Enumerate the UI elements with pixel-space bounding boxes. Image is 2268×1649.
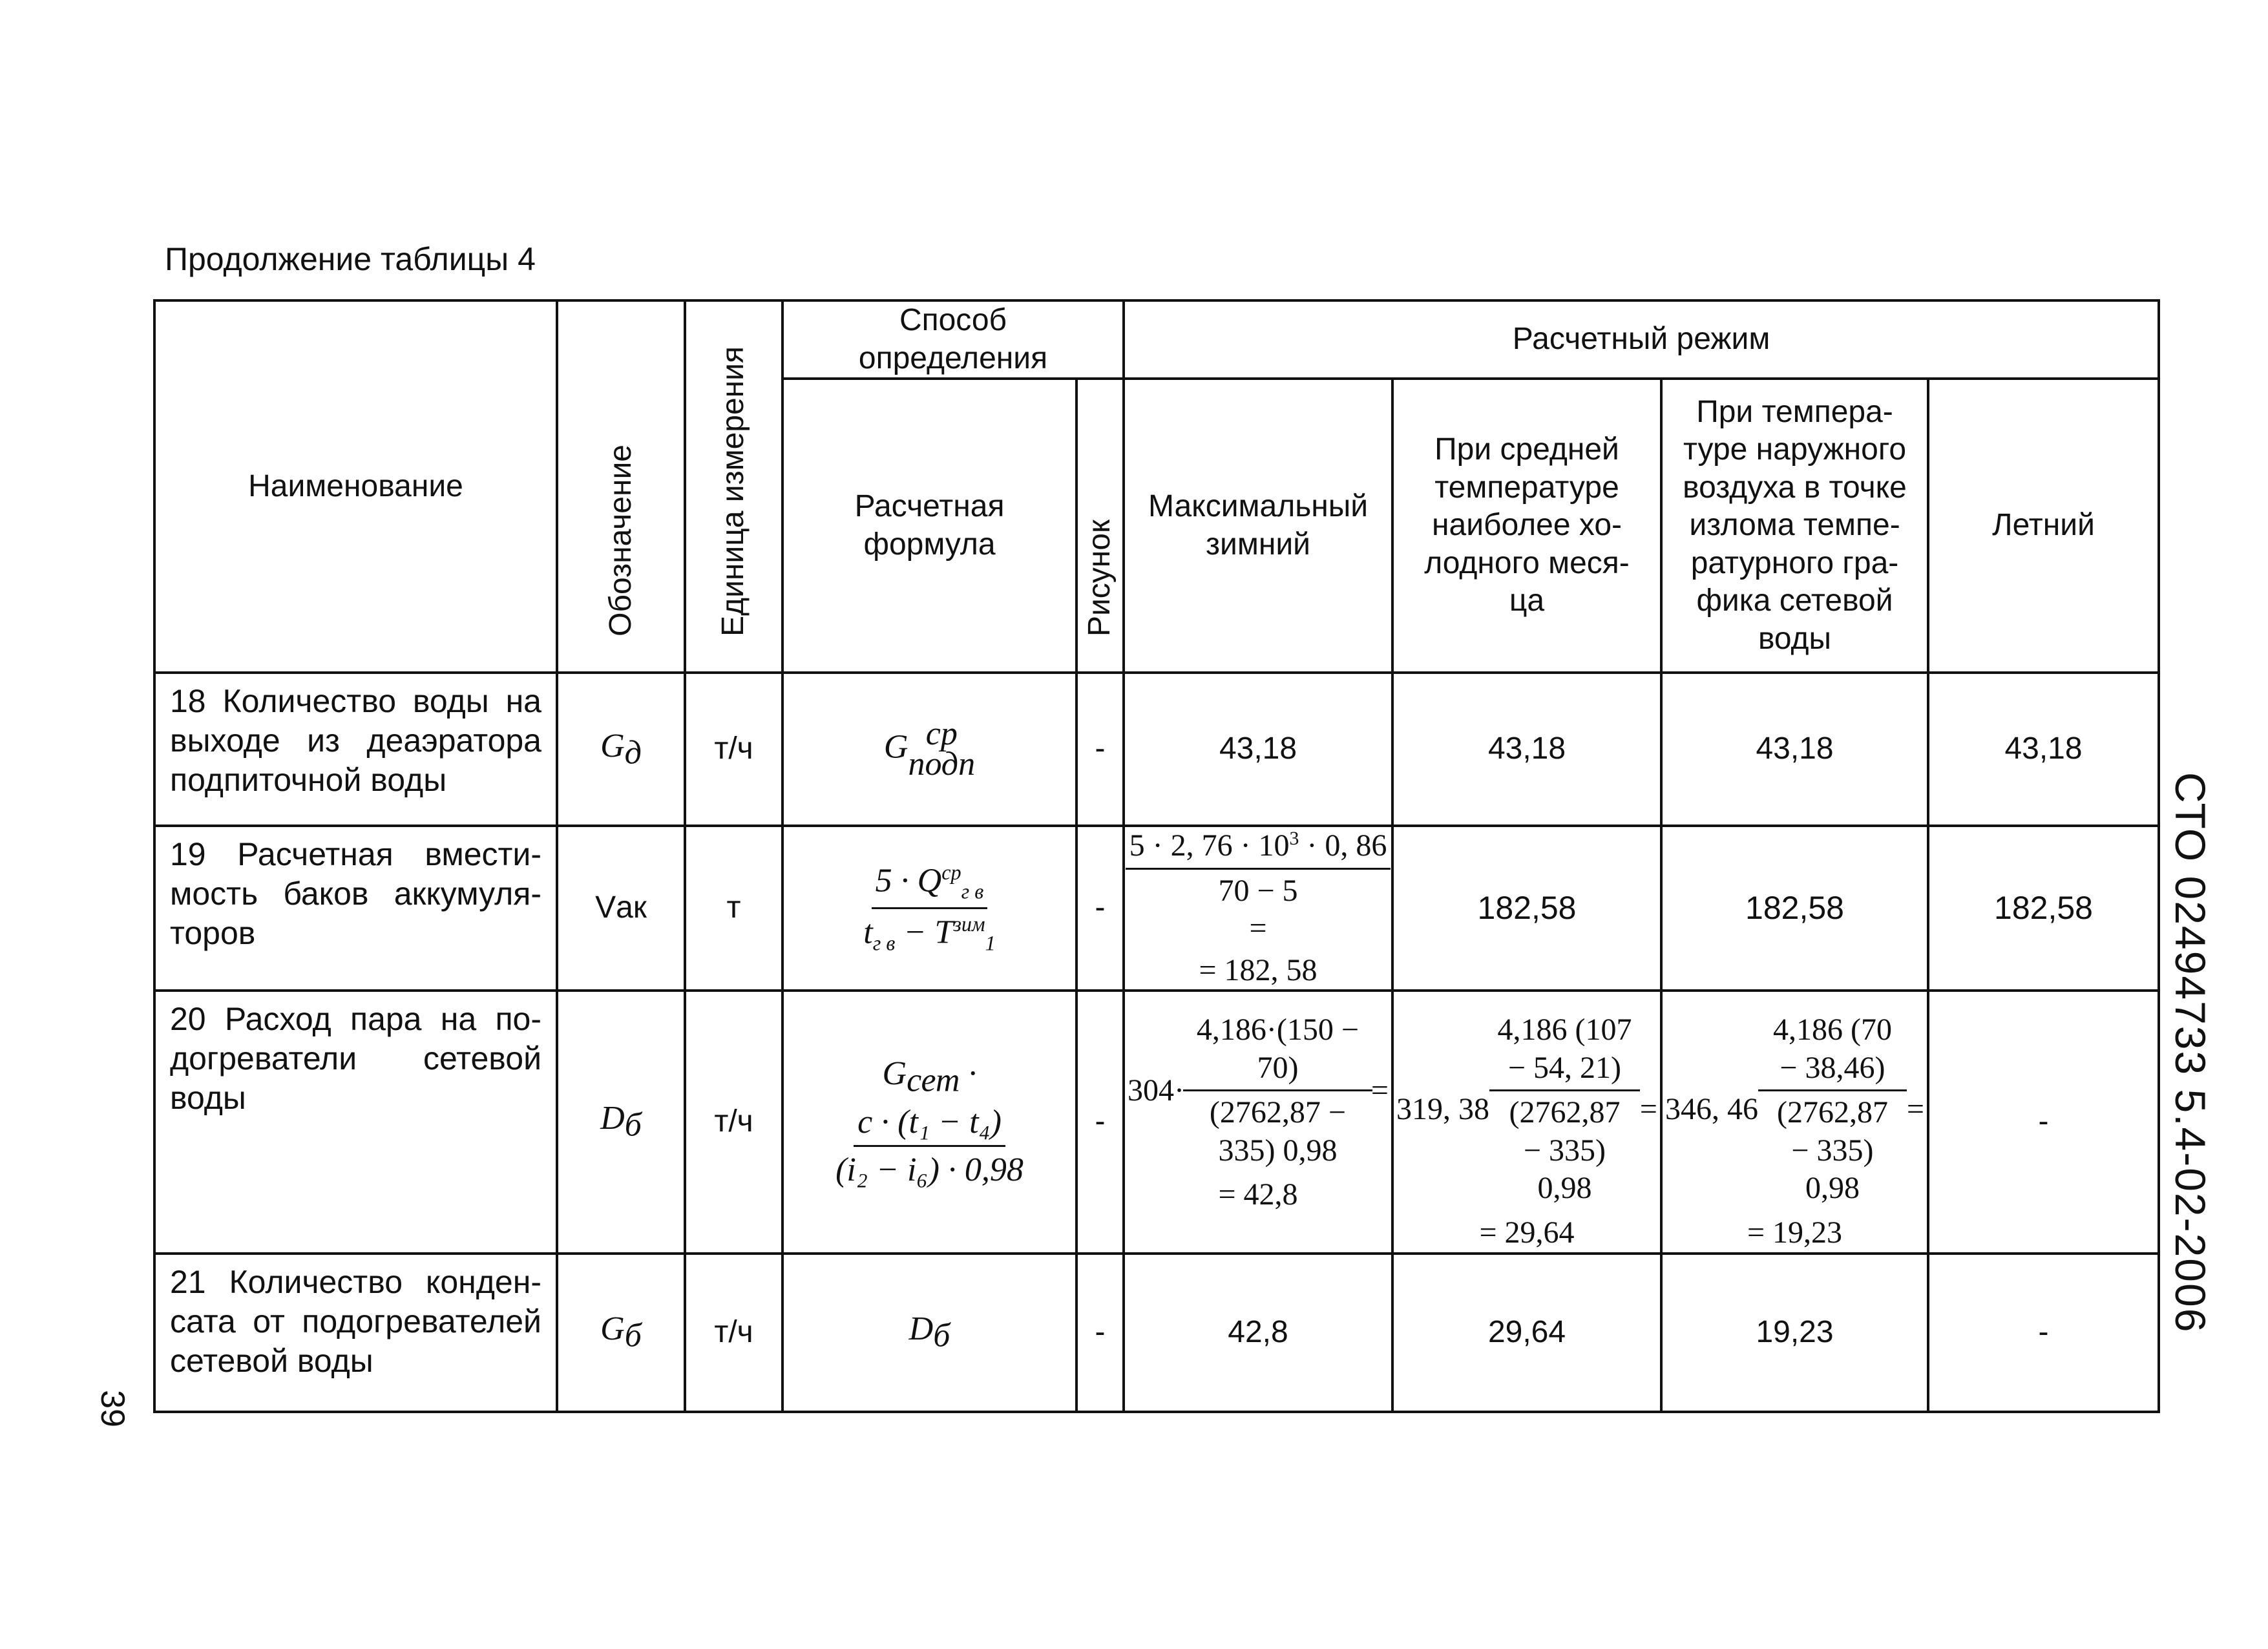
header-max-winter: Максимальный зимний [1124, 379, 1392, 673]
header-method: Способ определения [782, 300, 1124, 379]
row-name: 19 Расчетная вмести-мость баков аккумуля-торов [154, 826, 557, 991]
formula-fraction [832, 1102, 1027, 1191]
row-figure: - [1076, 673, 1124, 826]
formula-sub: подп [908, 745, 976, 782]
formula-prefix-sub: сет [907, 1062, 960, 1100]
formula-num-sub: г в [961, 879, 984, 903]
calc-fraction [1126, 827, 1391, 910]
calc-line [1665, 1011, 1924, 1208]
page-number [94, 1389, 132, 1441]
header-unit-label: Единица измерения [716, 346, 751, 636]
designation-sub: д [624, 734, 642, 772]
formula-den-b-sup: зим [953, 912, 985, 936]
table-row [154, 826, 2159, 991]
formula-sub: б [933, 1317, 950, 1354]
calc-numerator [1126, 827, 1391, 870]
row-avg-cold [1392, 991, 1661, 1253]
formula-scripts [908, 715, 976, 782]
document-code-text: СТО 02494733 5.4-02-2006 [2167, 772, 2214, 1334]
header-unit [685, 300, 782, 673]
row-avg-cold: 182,58 [1392, 826, 1661, 991]
formula-den-b-sub: 1 [985, 931, 996, 955]
row-unit: т/ч [685, 673, 782, 826]
calc-fraction [1762, 1011, 1903, 1208]
row-name: 21 Количество конден-сата от подогревателей сетевой воды [154, 1254, 557, 1412]
table-row [154, 673, 2159, 826]
row-formula [782, 1254, 1076, 1412]
header-summer: Летний [1928, 379, 2159, 673]
row-designation: Vак [557, 826, 685, 991]
header-row-1 [154, 300, 2159, 379]
calc-num-sup: 3 [1289, 828, 1299, 850]
header-mode: Расчетный режим [1124, 300, 2159, 379]
calc-denominator: (2762,87 − 335) 0,98 [1509, 1095, 1621, 1206]
row-break-point: 19,23 [1661, 1254, 1928, 1412]
row-unit: т [685, 826, 782, 991]
row-summer: - [1928, 991, 2159, 1253]
row-name: 20 Расход пара на по-догреватели сетевой воды [154, 991, 557, 1253]
header-name: Наименование [154, 300, 557, 673]
calc-equals: = [1639, 1091, 1657, 1126]
calc-denominator: 70 − 5 [1218, 873, 1298, 908]
calc-denominator: (2762,87 − 335) 0,98 [1209, 1095, 1346, 1168]
row-break-point: 182,58 [1661, 826, 1928, 991]
calc-equals: = [1249, 911, 1267, 946]
designation-sub: б [624, 1317, 642, 1354]
designation-base: G [600, 1310, 625, 1348]
header-avg-cold: При средней температуре наиболее хо-лодного меся-ца [1392, 379, 1661, 673]
designation-sub: б [624, 1107, 642, 1144]
formula-den-a-sub: г в [872, 931, 896, 955]
row-avg-cold: 43,18 [1392, 673, 1661, 826]
formula-base: D [908, 1310, 934, 1348]
data-table [153, 299, 2160, 1413]
calc-numerator: 4,186 (107 − 54, 21) [1489, 1011, 1640, 1091]
formula-num-sup: ср [941, 861, 961, 885]
row-name: 18 Количество воды на выходе из деаэратора подпиточной воды [154, 673, 557, 826]
calc-prefix: 346, 46 [1665, 1091, 1758, 1126]
formula-den-b: − T [895, 914, 954, 951]
formula-denominator: (i₂ − i₆) · 0,98 [835, 1151, 1024, 1188]
row-avg-cold: 29,64 [1392, 1254, 1661, 1412]
row-formula: $G_{сет}$ · $\frac{\text{c · (t₁ − t₄)}}{\text{(i₂ − i₆) · 0,98}}$ [782, 991, 1076, 1253]
calc-result: = 182, 58 [1199, 952, 1318, 987]
calc-equals: = [1370, 1073, 1389, 1108]
header-break-point: При темпера-туре наружного воздуха в точке излома темпе-ратурного гра-фика сетевой воды [1661, 379, 1928, 673]
formula-denominator [859, 909, 1000, 956]
calc-numerator: 4,186·(150 − 70) [1183, 1011, 1372, 1091]
calc-result: = 42,8 [1218, 1177, 1298, 1212]
calc-equals: = [1906, 1091, 1924, 1126]
row-summer: 43,18 [1928, 673, 2159, 826]
formula-numerator: c · (t₁ − t₄) [854, 1102, 1005, 1147]
header-figure [1076, 379, 1124, 673]
formula-den-a: t [863, 914, 873, 951]
row-break-point: 43,18 [1661, 673, 1928, 826]
formula-numerator [872, 860, 988, 909]
formula-fraction [859, 860, 1000, 956]
header-formula: Расчетная формула [782, 379, 1076, 673]
table-caption: Продолжение таблицы 4 [165, 241, 536, 277]
row-max-winter: 43,18 [1124, 673, 1392, 826]
header-designation [557, 300, 685, 673]
header-designation-label: Обозначение [603, 444, 638, 636]
row-max-winter: 42,8 [1124, 1254, 1392, 1412]
designation-base: D [600, 1100, 625, 1137]
calc-result: = 19,23 [1747, 1215, 1843, 1250]
page-number-text: 39 [93, 1390, 131, 1427]
formula-prefix: G [882, 1055, 907, 1093]
formula-sup: ср [925, 715, 958, 752]
calc-numerator: 4,186 (70 − 38,46) [1758, 1011, 1907, 1091]
row-designation [557, 673, 685, 826]
formula-num-text: 5 · Q [875, 862, 942, 899]
table-row [154, 1254, 2159, 1412]
header-figure-label: Рисунок [1082, 519, 1117, 636]
calc-prefix: 319, 38 [1396, 1091, 1489, 1126]
row-summer: - [1928, 1254, 2159, 1412]
calc-fraction [1493, 1011, 1636, 1208]
calc-num-text: 5 · 2, 76 · 10 [1129, 828, 1290, 863]
row-formula [782, 826, 1076, 991]
formula-base: G [883, 728, 908, 766]
row-figure: - [1076, 1254, 1124, 1412]
calc-fraction [1187, 1011, 1369, 1170]
calc-result: = 29,64 [1479, 1215, 1575, 1250]
designation-base: G [600, 727, 625, 764]
row-max-winter [1124, 991, 1392, 1253]
table-row [154, 991, 2159, 1253]
row-designation [557, 1254, 685, 1412]
row-unit: т/ч [685, 1254, 782, 1412]
row-summer: 182,58 [1928, 826, 2159, 991]
calc-denominator: (2762,87 − 335) 0,98 [1776, 1095, 1888, 1206]
row-figure: - [1076, 991, 1124, 1253]
calc-line [1128, 1011, 1389, 1170]
row-break-point [1661, 991, 1928, 1253]
row-designation [557, 991, 685, 1253]
row-unit: т/ч [685, 991, 782, 1253]
calc-line [1396, 1011, 1657, 1208]
calc-prefix: 304· [1128, 1073, 1184, 1108]
row-figure: - [1076, 826, 1124, 991]
document-code [2166, 772, 2237, 1334]
calc-num-tail: · 0, 86 [1299, 828, 1387, 863]
row-formula [782, 673, 1076, 826]
row-max-winter [1124, 826, 1392, 991]
